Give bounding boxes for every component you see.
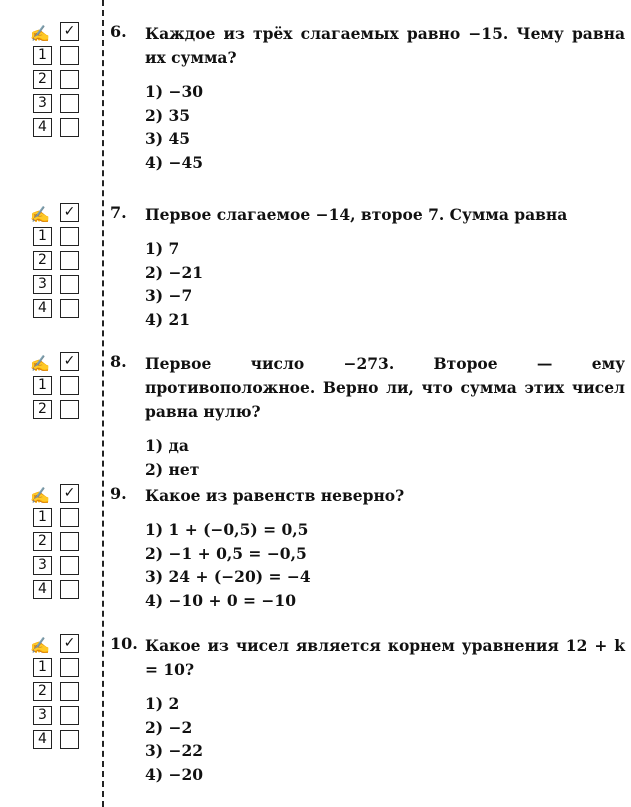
- answer-grid: [28, 203, 84, 323]
- answer-grid: [28, 634, 84, 754]
- question-text: Каждое из трёх слагаемых равно −15. Чему равна их сумма?: [145, 24, 625, 67]
- question-text: Первое число −273. Второе — ему противоположное. Верно ли, что сумма этих чисел равна нулю?: [145, 354, 625, 421]
- answer-number-box: 2: [33, 400, 52, 419]
- answer-checkbox[interactable]: [60, 400, 79, 419]
- check-icon: ✓: [60, 203, 79, 222]
- answer-option: 1) 1 + (−0,5) = 0,5: [145, 520, 309, 539]
- check-icon: ✓: [60, 634, 79, 653]
- answer-number-box: 2: [33, 251, 52, 270]
- answer-number-box: 1: [33, 227, 52, 246]
- answer-number-box: 2: [33, 532, 52, 551]
- question-number: 10.: [110, 634, 138, 653]
- answer-checkbox[interactable]: [60, 299, 79, 318]
- answer-number-box: 3: [33, 706, 52, 725]
- answer-grid: [28, 484, 84, 604]
- check-icon: ✓: [60, 352, 79, 371]
- answer-option: 4) −20: [145, 764, 204, 784]
- answer-option: 2) −1 + 0,5 = −0,5: [145, 543, 307, 563]
- answer-number-box: 1: [33, 376, 52, 395]
- question-number: 8.: [110, 352, 127, 371]
- answer-checkbox[interactable]: [60, 70, 79, 89]
- check-icon: ✓: [60, 484, 79, 503]
- answer-option: 4) −10 + 0 = −10: [145, 590, 296, 610]
- answer-option: 3) 45: [145, 129, 191, 148]
- answer-option: 1) −30: [145, 82, 204, 101]
- answer-option: 2) −21: [145, 262, 204, 282]
- answer-option: 1) 7: [145, 239, 180, 258]
- answer-number-box: 1: [33, 508, 52, 527]
- answer-checkbox[interactable]: [60, 275, 79, 294]
- answer-checkbox[interactable]: [60, 508, 79, 527]
- answer-number-box: 3: [33, 94, 52, 113]
- answer-option: 3) 24 + (−20) = −4: [145, 567, 311, 586]
- answer-checkbox[interactable]: [60, 658, 79, 677]
- answer-checkbox[interactable]: [60, 227, 79, 246]
- answer-checkbox[interactable]: [60, 580, 79, 599]
- answer-checkbox[interactable]: [60, 532, 79, 551]
- question-text: Какое из чисел является корнем уравнения 12 + k = 10?: [145, 636, 625, 679]
- pencil-icon: ✍: [30, 354, 50, 373]
- answer-option: 1) да: [145, 436, 189, 455]
- answer-grid: [28, 352, 84, 424]
- answer-option: 1) 2: [145, 694, 180, 713]
- answer-option: 2) нет: [145, 459, 200, 479]
- answer-number-box: 4: [33, 580, 52, 599]
- answer-grid: [28, 22, 84, 142]
- cut-line: [102, 0, 104, 807]
- pencil-icon: ✍: [30, 486, 50, 505]
- answer-option: 3) −22: [145, 741, 204, 760]
- answer-checkbox[interactable]: [60, 706, 79, 725]
- pencil-icon: ✍: [30, 24, 50, 43]
- answer-checkbox[interactable]: [60, 94, 79, 113]
- check-icon: ✓: [60, 22, 79, 41]
- answer-checkbox[interactable]: [60, 682, 79, 701]
- question-text: Какое из равенств неверно?: [145, 486, 405, 505]
- answer-checkbox[interactable]: [60, 118, 79, 137]
- answer-number-box: 2: [33, 70, 52, 89]
- question-number: 6.: [110, 22, 127, 41]
- pencil-icon: ✍: [30, 636, 50, 655]
- question-text: Первое слагаемое −14, второе 7. Сумма равна: [145, 205, 568, 224]
- answer-option: 4) 21: [145, 309, 191, 329]
- answer-checkbox[interactable]: [60, 376, 79, 395]
- answer-number-box: 2: [33, 682, 52, 701]
- answer-checkbox[interactable]: [60, 556, 79, 575]
- answer-checkbox[interactable]: [60, 251, 79, 270]
- answer-option: 2) −2: [145, 717, 193, 737]
- answer-option: 4) −45: [145, 152, 204, 172]
- answer-number-box: 4: [33, 730, 52, 749]
- answer-number-box: 1: [33, 658, 52, 677]
- answer-checkbox[interactable]: [60, 730, 79, 749]
- answer-number-box: 3: [33, 556, 52, 575]
- answer-checkbox[interactable]: [60, 46, 79, 65]
- answer-option: 2) 35: [145, 105, 191, 125]
- question-number: 9.: [110, 484, 127, 503]
- answer-number-box: 3: [33, 275, 52, 294]
- pencil-icon: ✍: [30, 205, 50, 224]
- answer-number-box: 1: [33, 46, 52, 65]
- answer-number-box: 4: [33, 299, 52, 318]
- question-number: 7.: [110, 203, 127, 222]
- answer-number-box: 4: [33, 118, 52, 137]
- answer-option: 3) −7: [145, 286, 193, 305]
